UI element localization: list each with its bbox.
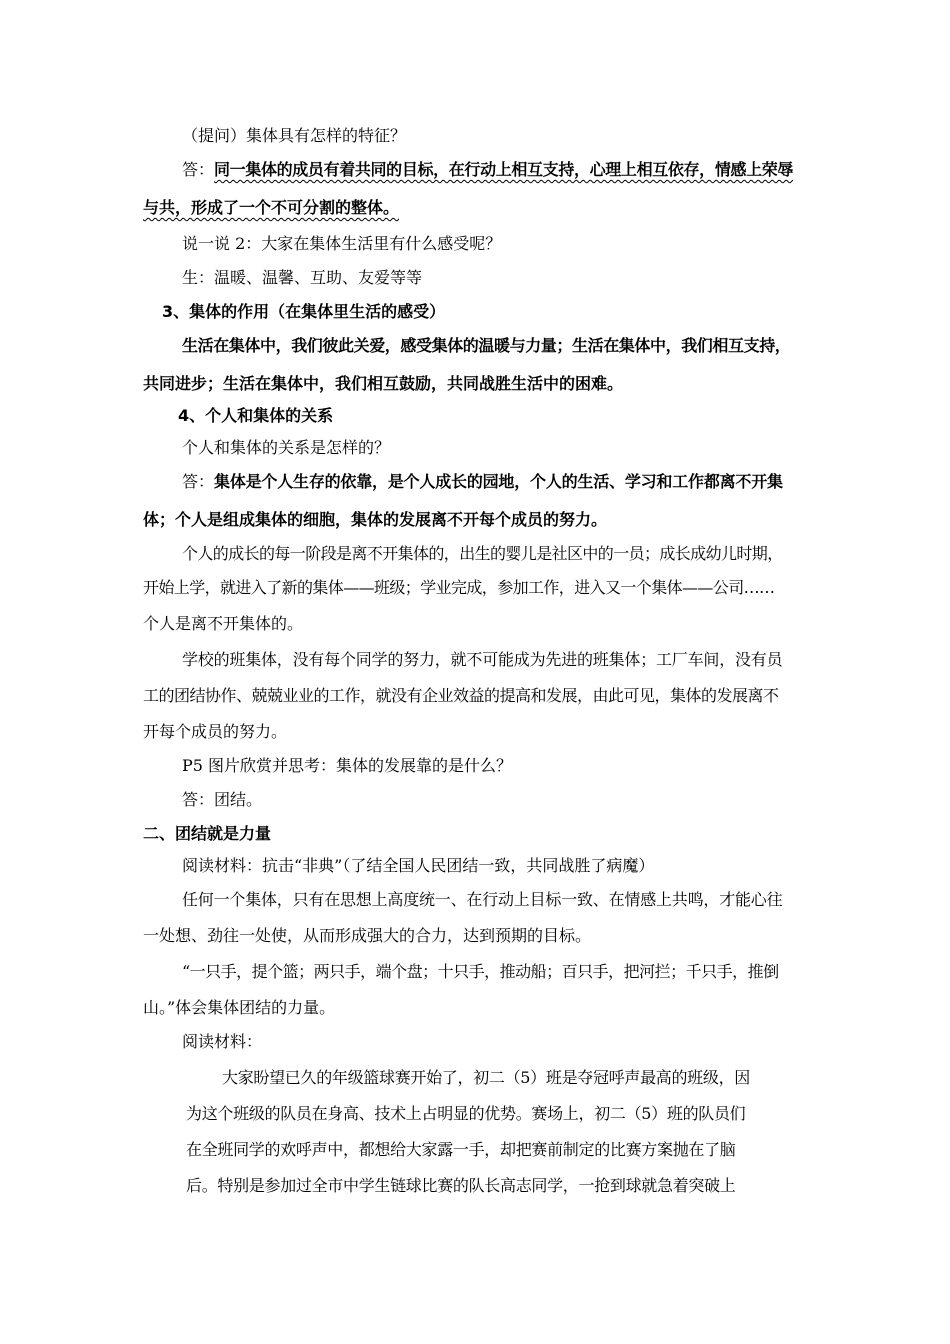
section-heading-3: 3、集体的作用（在集体里生活的感受）	[162, 302, 446, 321]
answer-continuation: 体；个人是组成集体的细胞，集体的发展离不开每个成员的努力。	[143, 510, 608, 529]
paragraph-line: 个人的成长的每一阶段是离不开集体的，出生的婴儿是社区中的一员；成长成幼儿时期，	[182, 544, 783, 563]
paragraph-line: 山。”体会集体团结的力量。	[143, 998, 336, 1017]
discussion-prompt: 说一说 2：大家在集体生活里有什么感受呢？	[182, 234, 502, 253]
answer-line: 答：团结。	[182, 790, 263, 809]
paragraph-line: 工的团结协作、兢兢业业的工作，就没有企业效益的提高和发展，由此可见，集体的发展离不	[143, 686, 779, 705]
quoted-paragraph-line: 后。特别是参加过全市中学生链球比赛的队长高志同学，一抢到球就急着突破上	[186, 1176, 736, 1195]
student-answer: 生：温暖、温馨、互助、友爱等等	[182, 268, 423, 287]
answer-prefix: 答：	[182, 160, 215, 179]
paragraph-line: 生活在集体中，我们彼此关爱，感受集体的温暖与力量；生活在集体中，我们相互支持，	[182, 336, 791, 355]
paragraph-line: 开始上学，就进入了新的集体——班级；学业完成，参加工作，进入又一个集体——公司……	[143, 578, 775, 597]
paragraph-line: 学校的班集体，没有每个同学的努力，就不可能成为先进的班集体；工厂车间，没有员	[182, 650, 783, 669]
answer-prefix: 答：	[182, 472, 215, 491]
reading-material-label: 阅读材料：	[182, 1032, 263, 1051]
paragraph-line: 开每个成员的努力。	[143, 722, 288, 741]
section-heading-2: 二、团结就是力量	[143, 824, 272, 843]
paragraph-line: “一只手，提个篮；两只手，端个盘；十只手，推动船；百只手，把河拦；千只手，推倒	[182, 962, 779, 981]
paragraph-line: 共同进步；生活在集体中，我们相互鼓励，共同战胜生活中的困难。	[143, 374, 624, 393]
paragraph-line: 任何一个集体，只有在思想上高度统一、在行动上目标一致、在情感上共鸣，才能心往	[182, 890, 783, 909]
answer-text: 集体是个人生存的依靠，是个人成长的园地，个人的生活、学习和工作都离不开集	[214, 472, 783, 491]
question-line: P5 图片欣赏并思考：集体的发展靠的是什么？	[182, 756, 513, 775]
question-line: 个人和集体的关系是怎样的？	[182, 438, 391, 457]
question-line: （提问）集体具有怎样的特征？	[182, 126, 407, 145]
quoted-paragraph-line: 为这个班级的队员在身高、技术上占明显的优势。赛场上，初二（5）班的队员们	[186, 1104, 746, 1123]
answer-continuation: 与共，形成了一个不可分割的整体。	[143, 198, 400, 217]
quoted-paragraph-line: 大家盼望已久的年级篮球赛开始了，初二（5）班是夺冠呼声最高的班级，因	[222, 1068, 750, 1087]
answer-line	[182, 160, 793, 180]
paragraph-line: 一处想、劲往一处使，从而形成强大的合力，达到预期的目标。	[143, 926, 592, 945]
answer-line	[182, 472, 783, 492]
paragraph-line: 个人是离不开集体的。	[143, 614, 304, 633]
quoted-paragraph-line: 在全班同学的欢呼声中，都想给大家露一手，却把赛前制定的比赛方案抛在了脑	[186, 1140, 736, 1159]
section-heading-4: 4、个人和集体的关系	[178, 406, 334, 425]
answer-text: 同一集体的成员有着共同的目标，在行动上相互支持，心理上相互依存，情感上荣辱	[214, 160, 794, 179]
reading-material-title: 阅读材料：抗击“非典”（了结全国人民团结一致，共同战胜了病魔）	[182, 856, 655, 875]
